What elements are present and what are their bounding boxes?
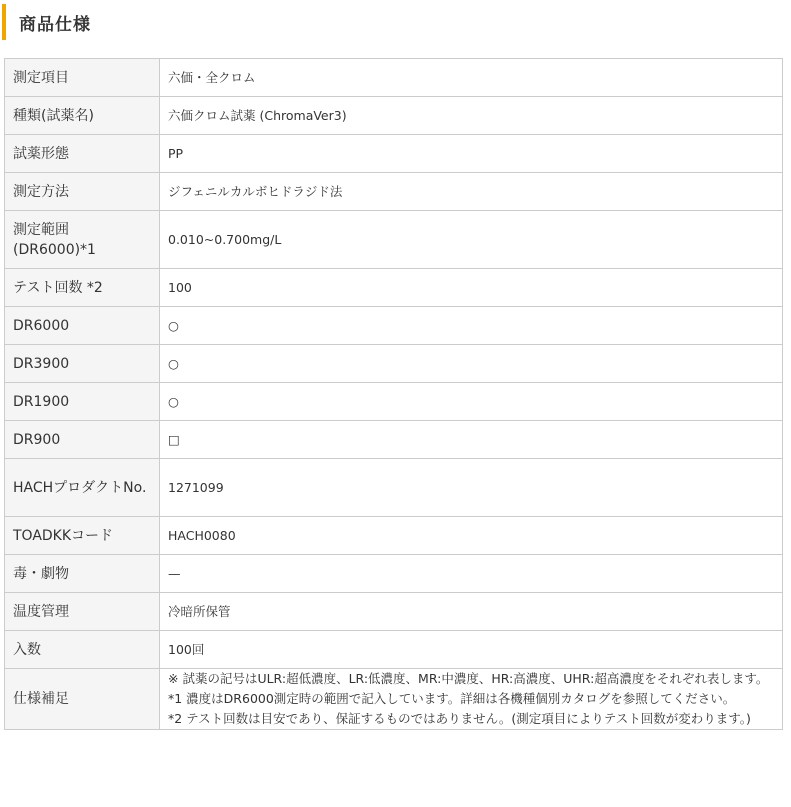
row-label: 入数 — [5, 631, 160, 669]
row-value: 100 — [160, 269, 783, 307]
row-value: 0.010~0.700mg/L — [160, 211, 783, 269]
section-heading: 商品仕様 — [2, 4, 91, 40]
row-label: テスト回数 *2 — [5, 269, 160, 307]
row-value: ジフェニルカルボヒドラジド法 — [160, 173, 783, 211]
table-row — [5, 631, 783, 669]
table-row — [5, 383, 783, 421]
table-row — [5, 135, 783, 173]
table-row — [5, 517, 783, 555]
row-label: 仕様補足 — [5, 669, 160, 730]
row-label: 温度管理 — [5, 593, 160, 631]
table-row — [5, 555, 783, 593]
table-row — [5, 421, 783, 459]
table-row — [5, 345, 783, 383]
row-label: TOADKKコード — [5, 517, 160, 555]
table-row — [5, 593, 783, 631]
row-label: 測定範囲(DR6000)*1 — [5, 211, 160, 269]
row-label: DR900 — [5, 421, 160, 459]
row-value: ○ — [160, 307, 783, 345]
table-row — [5, 307, 783, 345]
row-value: HACH0080 — [160, 517, 783, 555]
table-row — [5, 173, 783, 211]
row-label: 測定項目 — [5, 59, 160, 97]
table-row — [5, 97, 783, 135]
row-label: 試薬形態 — [5, 135, 160, 173]
row-label: DR1900 — [5, 383, 160, 421]
row-value: 六価・全クロム — [160, 59, 783, 97]
table-row — [5, 459, 783, 517]
row-label: DR3900 — [5, 345, 160, 383]
table-row — [5, 59, 783, 97]
row-value: — — [160, 555, 783, 593]
row-value: ○ — [160, 383, 783, 421]
row-label: 測定方法 — [5, 173, 160, 211]
note-line: *2 テスト回数は目安であり、保証するものではありません。(測定項目によりテスト回数が変わります。) — [168, 711, 751, 726]
row-value: 六価クロム試薬 (ChromaVer3) — [160, 97, 783, 135]
note-line: *1 濃度はDR6000測定時の範囲で記入しています。詳細は各機種個別カタログを参照してください。 — [168, 691, 736, 706]
table-row — [5, 669, 783, 730]
row-value: □ — [160, 421, 783, 459]
row-value: 100回 — [160, 631, 783, 669]
row-value: 1271099 — [160, 459, 783, 517]
row-value: ○ — [160, 345, 783, 383]
spec-table — [4, 58, 783, 730]
table-row — [5, 211, 783, 269]
row-label: 毒・劇物 — [5, 555, 160, 593]
table-row — [5, 269, 783, 307]
row-value: PP — [160, 135, 783, 173]
notes-cell — [160, 669, 783, 730]
row-value: 冷暗所保管 — [160, 593, 783, 631]
note-line: ※ 試薬の記号はULR:超低濃度、LR:低濃度、MR:中濃度、HR:高濃度、UHR:超高濃度をそれぞれ表します。 — [168, 671, 769, 686]
row-label: 種類(試薬名) — [5, 97, 160, 135]
row-label: HACHプロダクトNo. — [5, 459, 160, 517]
row-label: DR6000 — [5, 307, 160, 345]
